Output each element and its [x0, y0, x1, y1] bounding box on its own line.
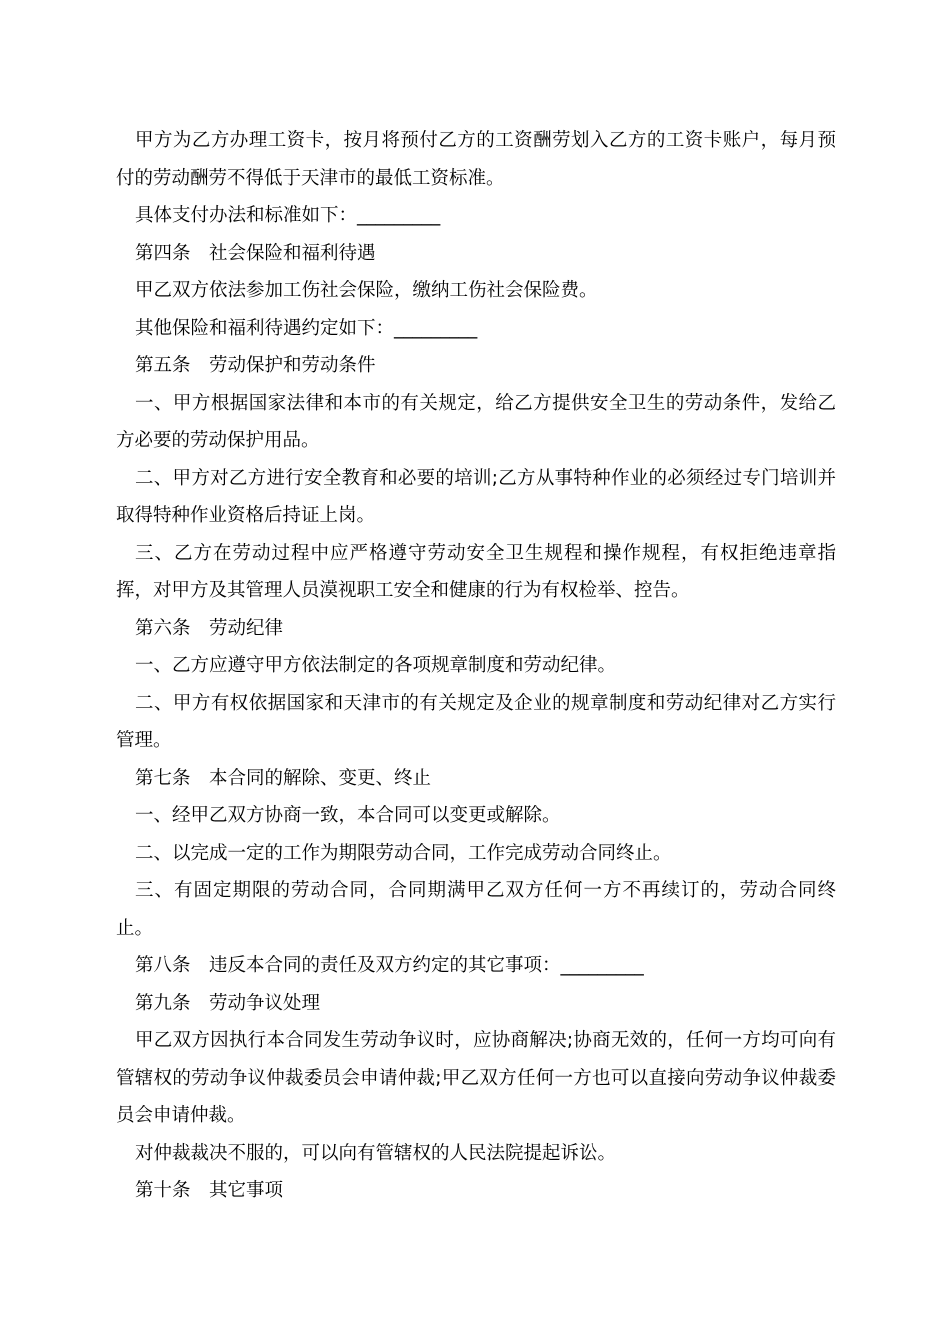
article-4-heading: 第四条 社会保险和福利待遇	[135, 242, 376, 264]
article-9-litigation-paragraph: 对仲裁裁决不服的，可以向有管辖权的人民法院提起诉讼。	[135, 1142, 617, 1164]
article-6-clause-2: 二、甲方有权依据国家和天津市的有关规定及企业的规章制度和劳动纪律对乙方实行管理。	[116, 692, 836, 751]
article-6-clause-1: 一、乙方应遵守甲方依法制定的各项规章制度和劳动纪律。	[135, 655, 617, 676]
article-7-clause-1: 一、经甲乙双方协商一致，本合同可以变更或解除。	[135, 805, 561, 826]
article-7-clause-3: 三、有固定期限的劳动合同，合同期满甲乙双方任何一方不再续订的，劳动合同终止。	[116, 880, 836, 939]
paragraph-payment-method: 具体支付办法和标准如下：_________	[135, 205, 441, 226]
document-body	[116, 122, 836, 1210]
paragraph-injury-insurance: 甲乙双方依法参加工伤社会保险，缴纳工伤社会保险费。	[135, 280, 598, 301]
paragraph-other-insurance: 其他保险和福利待遇约定如下：_________	[135, 317, 478, 339]
article-6-heading: 第六条 劳动纪律	[135, 617, 284, 639]
article-8-heading: 第八条 违反本合同的责任及双方约定的其它事项：_________	[135, 955, 644, 976]
article-5-clause-2: 二、甲方对乙方进行安全教育和必要的培训;乙方从事特种作业的必须经过专门培训并取得特种作业资格后持证上岗。	[116, 467, 836, 526]
article-9-heading: 第九条 劳动争议处理	[135, 992, 321, 1014]
article-5-heading: 第五条 劳动保护和劳动条件	[135, 355, 376, 376]
article-5-clause-3: 三、乙方在劳动过程中应严格遵守劳动安全卫生规程和操作规程，有权拒绝违章指挥，对甲方及其管理人员漠视职工安全和健康的行为有权检举、控告。	[116, 542, 836, 601]
article-7-heading: 第七条 本合同的解除、变更、终止	[135, 767, 432, 789]
article-10-heading: 第十条 其它事项	[135, 1180, 284, 1201]
article-5-clause-1: 一、甲方根据国家法律和本市的有关规定，给乙方提供安全卫生的劳动条件，发给乙方必要的劳动保护用品。	[116, 392, 836, 451]
article-7-clause-2: 二、以完成一定的工作为期限劳动合同，工作完成劳动合同终止。	[135, 842, 672, 864]
article-9-dispute-paragraph: 甲乙双方因执行本合同发生劳动争议时，应协商解决;协商无效的，任何一方均可向有管辖权的劳动争议仲裁委员会申请仲裁;甲乙双方任何一方也可以直接向劳动争议仲裁委员会申请仲裁。	[116, 1030, 836, 1126]
paragraph-wage-card: 甲方为乙方办理工资卡，按月将预付乙方的工资酬劳划入乙方的工资卡账户，每月预付的劳动酬劳不得低于天津市的最低工资标准。	[116, 130, 836, 189]
